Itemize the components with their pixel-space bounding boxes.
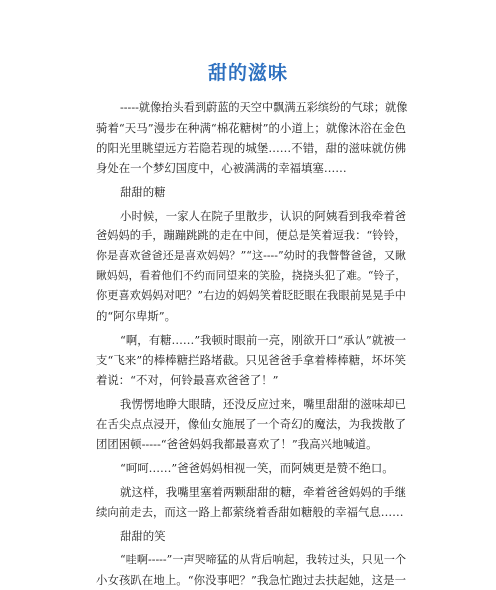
paragraph-line: “呵呵……”爸爸妈妈相视一笑，而阿姨更是赞不绝口。 [120,461,394,475]
paragraph-line: 瞅妈妈，看着他们不约而同望来的笑脸，挠挠头犯了难。“铃子， [96,269,406,282]
paragraph-line: 你更喜欢妈妈对吧？”右边的妈妈笑着眨眨眼在我眼前晃晃手中 [96,289,406,302]
paragraph-line: 在舌尖点点浸开，像仙女施展了一个奇幻的魔法，为我拨散了 [96,417,406,431]
section-heading: 甜甜的笑 [120,529,166,543]
paragraph-line: 着说：“不对，何铃最喜欢爸爸了！” [96,373,279,387]
paragraph-line: 身处在一个梦幻国度中，心被满满的幸福填塞…… [96,161,347,175]
paragraph-line: 的“阿尔卑斯”。 [96,309,176,323]
paragraph-line: “啊，有糖……”我顿时眼前一亮，刚欲开口“承认”就被一 [120,333,406,347]
paragraph-line: 爸妈妈的手，蹦蹦跳跳的走在中间，便总是笑着逗我：“铃铃， [96,229,406,242]
paragraph-line: 小时候，一家人在院子里散步，认识的阿姨看到我牵着爸 [120,209,406,223]
paragraph-line: 续向前走去，而这一路上都萦绕着香甜如糖般的幸福气息…… [96,505,404,519]
page-title: 甜的滋味 [207,62,288,84]
paragraph-line: “哇啊-----”一声哭啼猛的从背后响起，我转过头，只见一个 [120,553,406,566]
paragraph-line: 就这样，我嘴里塞着两颗甜甜的糖，牵着爸爸妈妈的手继 [120,485,406,499]
section-heading: 甜甜的糖 [120,185,166,199]
paragraph-line: 我愣愣地睁大眼睛，还没反应过来，嘴里甜甜的滋味却已 [120,397,406,411]
paragraph-line: 小女孩趴在地上。“你没事吧？”我急忙跑过去扶起她，这是一 [96,573,406,587]
paragraph-line: 你是喜欢爸爸还是喜欢妈妈？”“这----”幼时的我瞥瞥爸爸，又瞅 [96,249,406,262]
paragraph-line: 团团困顿-----“爸爸妈妈我都最喜欢了！”我高兴地喊道。 [96,437,378,451]
paragraph-line: 支“飞来”的棒棒糖拦路堵截。只见爸爸手拿着棒棒糖，坏坏笑 [96,353,406,367]
paragraph-line: 骑着“天马”漫步在种满“棉花糖树”的小道上；就像沐浴在金色 [96,121,406,135]
paragraph-line: -----就像抬头看到蔚蓝的天空中飘满五彩缤纷的气球；就像 [120,101,408,114]
paragraph-line: 的阳光里眺望远方若隐若现的城堡……不错，甜的滋味就仿佛 [96,141,406,155]
